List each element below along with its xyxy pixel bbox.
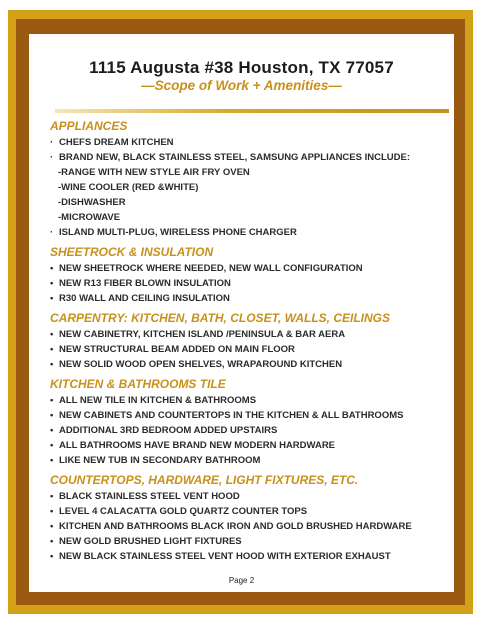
list-item — [50, 261, 450, 276]
list-item-text: CHEFS DREAM KITCHEN — [59, 137, 174, 148]
section-heading: KITCHEN & BATHROOMS TILE — [50, 377, 226, 391]
document-page — [29, 34, 454, 592]
bullet-icon: • — [50, 395, 54, 406]
bullet-icon: • — [50, 329, 54, 340]
list-item — [50, 438, 450, 453]
section-heading: SHEETROCK & INSULATION — [50, 245, 214, 259]
bullet-icon: • — [50, 551, 54, 562]
list-item-text: -MICROWAVE — [58, 212, 121, 223]
list-item-text: NEW SHEETROCK WHERE NEEDED, NEW WALL CONFIGURATION — [59, 263, 363, 274]
list-item-text: NEW BLACK STAINLESS STEEL VENT HOOD WITH EXTERIOR EXHAUST — [59, 551, 391, 562]
list-item — [50, 327, 450, 342]
bullet-icon: • — [50, 536, 54, 547]
list-item — [50, 519, 450, 534]
bullet-icon: • — [50, 293, 54, 304]
list-item — [50, 150, 450, 165]
bullet-icon: • — [50, 425, 54, 436]
list-item-text: NEW GOLD BRUSHED LIGHT FIXTURES — [59, 536, 242, 547]
list-item-text: NEW CABINETRY, KITCHEN ISLAND /PENINSULA & BAR AERA — [59, 329, 346, 340]
list-item-text: NEW R13 FIBER BLOWN INSULATION — [59, 278, 231, 289]
bullet-icon: · — [50, 137, 54, 148]
list-item — [50, 393, 450, 408]
list-item — [50, 549, 450, 564]
list-item-text: NEW CABINETS AND COUNTERTOPS IN THE KITCHEN & ALL BATHROOMS — [59, 410, 404, 421]
header-divider — [55, 109, 449, 113]
list-item-text: NEW SOLID WOOD OPEN SHELVES, WRAPAROUND KITCHEN — [59, 359, 343, 370]
outer-gold-border — [8, 10, 473, 614]
list-item-text: ALL BATHROOMS HAVE BRAND NEW MODERN HARDWARE — [59, 440, 336, 451]
bullet-icon: • — [50, 410, 54, 421]
list-item-text: ADDITIONAL 3RD BEDROOM ADDED UPSTAIRS — [59, 425, 278, 436]
list-item — [50, 210, 450, 225]
list-item-text: -WINE COOLER (RED &WHITE) — [58, 182, 199, 193]
bullet-icon: • — [50, 359, 54, 370]
section-heading: COUNTERTOPS, HARDWARE, LIGHT FIXTURES, ETC. — [50, 473, 359, 487]
list-item — [50, 180, 450, 195]
page-subtitle: —Scope of Work + Amenities— — [141, 78, 342, 93]
list-item — [50, 504, 450, 519]
list-item — [50, 165, 450, 180]
bullet-icon: • — [50, 491, 54, 502]
list-item — [50, 225, 450, 240]
inner-brown-border — [16, 19, 465, 605]
bullet-icon: • — [50, 521, 54, 532]
list-item — [50, 534, 450, 549]
list-item — [50, 276, 450, 291]
list-item-text: -DISHWASHER — [58, 197, 126, 208]
list-item-text: NEW STRUCTURAL BEAM ADDED ON MAIN FLOOR — [59, 344, 295, 355]
list-item-text: R30 WALL AND CEILING INSULATION — [59, 293, 230, 304]
page-number: Page 2 — [228, 576, 255, 585]
list-item — [50, 135, 450, 150]
bullet-icon: • — [50, 440, 54, 451]
list-item-text: ISLAND MULTI-PLUG, WIRELESS PHONE CHARGER — [59, 227, 297, 238]
list-item-text: KITCHEN AND BATHROOMS BLACK IRON AND GOLD BRUSHED HARDWARE — [59, 521, 412, 532]
bullet-icon: • — [50, 278, 54, 289]
list-item — [50, 357, 450, 372]
list-item — [50, 489, 450, 504]
bullet-icon: • — [50, 506, 54, 517]
list-item-text: -RANGE WITH NEW STYLE AIR FRY OVEN — [58, 167, 250, 178]
list-item — [50, 453, 450, 468]
section-heading: APPLIANCES — [50, 119, 128, 133]
scope-content — [50, 118, 450, 564]
bullet-icon: · — [50, 152, 54, 163]
list-item-text: LIKE NEW TUB IN SECONDARY BATHROOM — [59, 455, 261, 466]
list-item-text: LEVEL 4 CALACATTA GOLD QUARTZ COUNTER TOPS — [59, 506, 308, 517]
bullet-icon: • — [50, 455, 54, 466]
page-title: 1115 Augusta #38 Houston, TX 77057 — [89, 58, 394, 77]
section-heading: CARPENTRY: KITCHEN, BATH, CLOSET, WALLS, CEILINGS — [50, 311, 391, 325]
bullet-icon: • — [50, 344, 54, 355]
list-item — [50, 195, 450, 210]
list-item-text: BRAND NEW, BLACK STAINLESS STEEL, SAMSUNG APPLIANCES INCLUDE: — [59, 152, 410, 163]
list-item — [50, 291, 450, 306]
list-item-text: ALL NEW TILE IN KITCHEN & BATHROOMS — [59, 395, 257, 406]
list-item — [50, 342, 450, 357]
list-item — [50, 423, 450, 438]
list-item-text: BLACK STAINLESS STEEL VENT HOOD — [59, 491, 240, 502]
bullet-icon: · — [50, 227, 54, 238]
bullet-icon: • — [50, 263, 54, 274]
list-item — [50, 408, 450, 423]
